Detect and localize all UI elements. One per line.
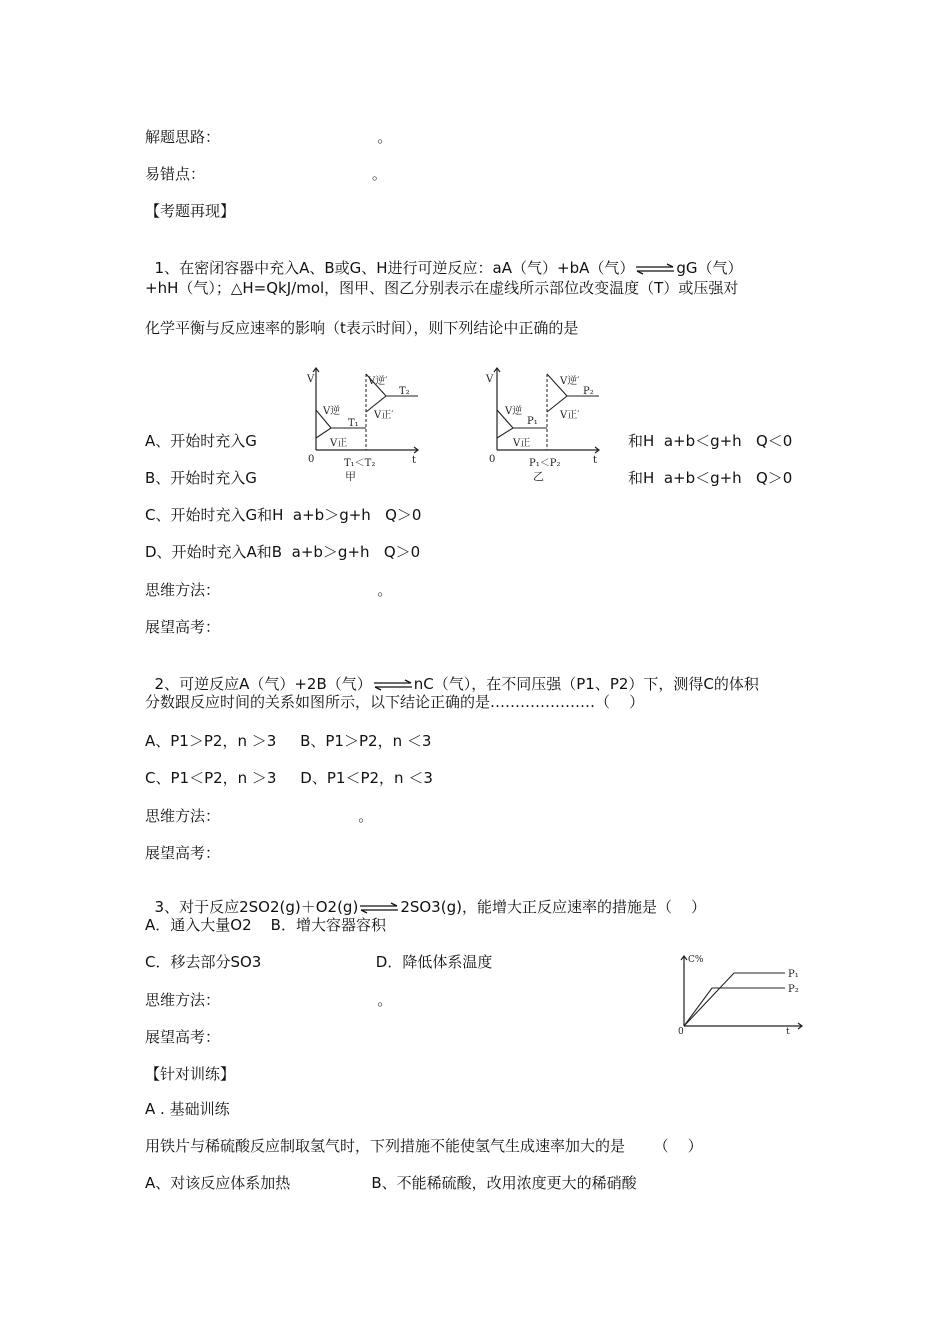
question-3-line [145, 877, 706, 917]
v-reverse-prime-label: V逆′ [560, 376, 580, 387]
p2-label: P₂ [583, 386, 594, 397]
q1-option-b-right: 和H a+b＜g+h Q＞0 [628, 469, 793, 487]
q3-options-cd: C．移去部分SO3 D．降低体系温度 [145, 953, 493, 971]
v-reverse-label: V逆 [323, 406, 341, 417]
figure-yi [477, 362, 613, 490]
condition-label: P₁＜P₂ [529, 458, 561, 469]
q3-text-post: 2SO3(g)，能增大正反应速率的措施是（ ） [400, 898, 707, 916]
question-4-line: 用铁片与稀硫酸反应制取氢气时，下列措施不能使氢气生成速率加大的是 （ ） [145, 1137, 703, 1155]
figure-jia [296, 362, 432, 490]
question-2-line-1 [145, 654, 759, 694]
basic-training-heading: A . 基础训练 [145, 1100, 230, 1118]
q3-text-pre: 3、对于反应2SO2(g)＋O2(g) [154, 898, 359, 916]
equilibrium-arrow-icon [635, 263, 675, 275]
v-forward-label: V正 [513, 438, 531, 449]
question-2-line-2: 分数跟反应时间的关系如图所示，以下结论正确的是…………………（ ） [145, 693, 645, 711]
q1-text-pre: 1、在密闭容器中充入A、B或G、H进行可逆反应：aA（气）+bA（气） [154, 259, 635, 277]
figure-name: 乙 [533, 470, 544, 483]
origin-label: 0 [489, 454, 496, 465]
p2-label: P₂ [788, 984, 799, 995]
axis-t-label: t [412, 455, 417, 466]
figure-name: 甲 [345, 470, 356, 483]
equilibrium-arrow-icon [373, 679, 413, 691]
axis-t-label: t [786, 1027, 790, 1036]
condition-label: T₁＜T₂ [344, 458, 376, 469]
q2-options-cd: C、P1＜P2，n ＞3 D、P1＜P2，n ＜3 [145, 769, 433, 787]
axis-c-label: C% [688, 955, 704, 965]
q2-options-ab: A、P1＞P2，n ＞3 B、P1＞P2，n ＜3 [145, 732, 432, 750]
axis-v-label: V [307, 374, 315, 385]
axis-v-label: V [486, 374, 494, 385]
q1-option-d: D、开始时充入A和B a+b＞g+h Q＞0 [145, 543, 421, 561]
error-prone-line: 易错点： 。 [145, 165, 387, 183]
v-forward-prime-label: V正′ [560, 410, 580, 421]
section-heading-exam: 【考题再现】 [145, 202, 236, 220]
p1-label: P₁ [527, 416, 538, 427]
q1-text-post: gG（气） [676, 259, 743, 277]
origin-label: 0 [308, 454, 315, 465]
v-reverse-prime-label: V逆′ [368, 376, 388, 387]
p1-label: P₁ [788, 969, 799, 980]
axis-t-label: t [593, 455, 598, 466]
q3-options-ab: A．通入大量O2 B．增大容器容积 [145, 916, 386, 934]
question-1-line-3: 化学平衡与反应速率的影响（t表示时间），则下列结论中正确的是 [145, 319, 579, 337]
q1-option-c: C、开始时充入G和H a+b＞g+h Q＞0 [145, 506, 422, 524]
outlook-3: 展望高考： [145, 1028, 221, 1046]
v-forward-prime-label: V正′ [374, 410, 394, 421]
solution-idea-line: 解题思路： 。 [145, 128, 393, 146]
question-1-line-2: +hH（气）；△H=QkJ/mol，图甲、图乙分别表示在虚线所示部位改变温度（T）或压强对 [145, 279, 739, 297]
question-1-line-1 [145, 238, 743, 278]
t1-label: T₁ [348, 418, 359, 429]
section-heading-training: 【针对训练】 [145, 1065, 236, 1083]
thinking-method-2: 思维方法： 。 [145, 807, 374, 825]
origin-label: 0 [678, 1027, 684, 1036]
t2-label: T₂ [399, 386, 410, 397]
q2-text-pre: 2、可逆反应A（气）+2B（气） [154, 675, 372, 693]
thinking-method-3: 思维方法： 。 [145, 991, 393, 1009]
q1-option-a-right: 和H a+b＜g+h Q＜0 [628, 432, 793, 450]
q2-text-post: nC（气），在不同压强（P1、P2）下，测得C的体积 [413, 675, 759, 693]
figure-c-percent [672, 950, 810, 1036]
q4-options-ab: A、对该反应体系加热 B、不能稀硫酸，改用浓度更大的稀硝酸 [145, 1174, 637, 1192]
v-reverse-label: V逆 [505, 406, 523, 417]
v-forward-label: V正 [330, 438, 348, 449]
outlook-2: 展望高考： [145, 844, 221, 862]
outlook-1: 展望高考： [145, 618, 221, 636]
thinking-method-1: 思维方法： 。 [145, 581, 393, 599]
equilibrium-arrow-icon [359, 902, 399, 914]
q1-option-a-left: A、开始时充入G [145, 432, 257, 450]
q1-option-b-left: B、开始时充入G [145, 469, 257, 487]
